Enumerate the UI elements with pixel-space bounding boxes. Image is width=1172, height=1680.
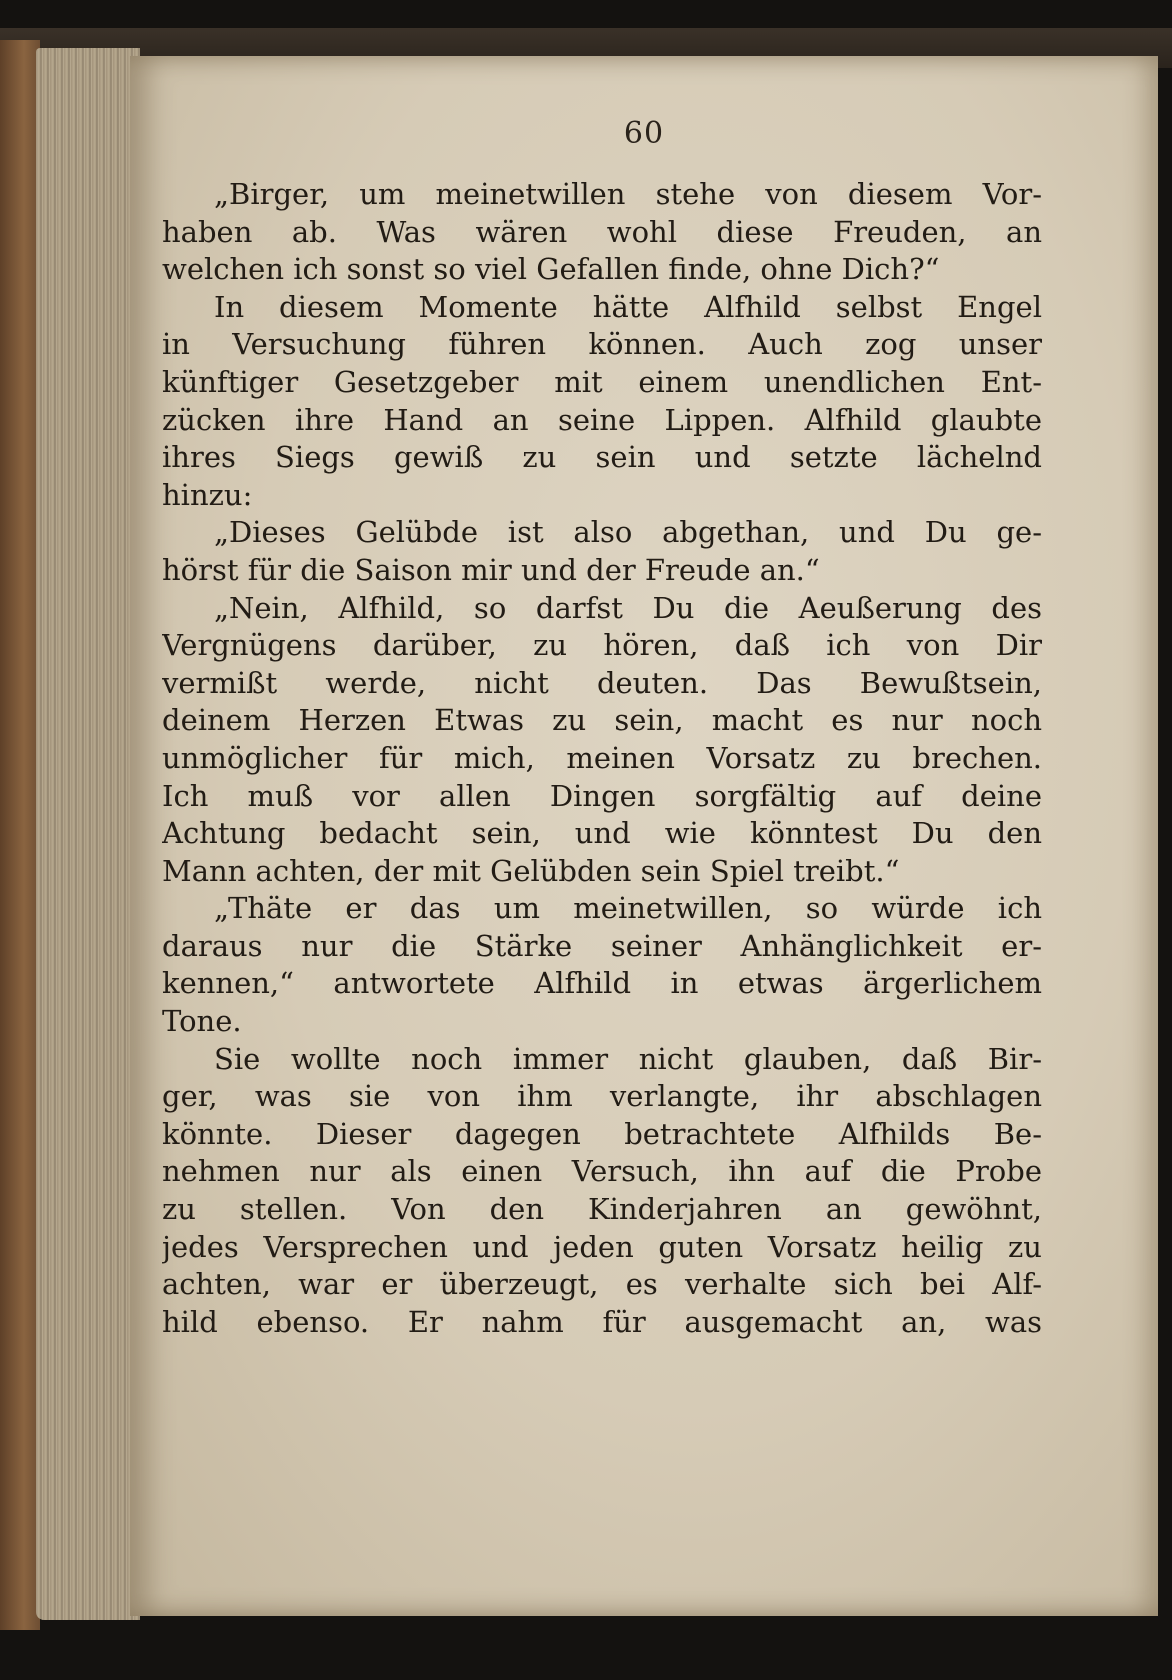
- text-line: haben ab. Was wären wohl diese Freuden, an: [162, 214, 1042, 249]
- text-line: vermißt werde, nicht deuten. Das Bewußtsein,: [162, 665, 1042, 700]
- text-line: zu stellen. Von den Kinderjahren an gewöhnt,: [162, 1192, 1042, 1227]
- text-line: künftiger Gesetzgeber mit einem unendlichen Ent-: [162, 364, 1042, 399]
- text-line: deinem Herzen Etwas zu sein, macht es nur noch: [162, 703, 1042, 738]
- text-line: „Dieses Gelübde ist also abgethan, und Du ge-: [214, 515, 1042, 550]
- text-line: ihres Siegs gewiß zu sein und setzte lächelnd: [162, 440, 1042, 475]
- text-line: welchen ich sonst so viel Gefallen finde, ohne Dich?“: [162, 252, 940, 287]
- text-line: kennen,“ antwortete Alfhild in etwas ärgerlichem: [162, 966, 1042, 1001]
- text-line: achten, war er überzeugt, es verhalte sich bei Alf-: [162, 1267, 1042, 1302]
- text-line: „Thäte er das um meinetwillen, so würde ich: [214, 891, 1042, 926]
- book-spine-cover: [0, 40, 40, 1630]
- text-line: Mann achten, der mit Gelübden sein Spiel treibt.“: [162, 853, 900, 888]
- text-line: „Birger, um meinetwillen stehe von diesem Vor-: [214, 177, 1042, 211]
- text-line: ger, was sie von ihm verlangte, ihr abschlagen: [162, 1079, 1042, 1114]
- text-line: zücken ihre Hand an seine Lippen. Alfhild glaubte: [162, 402, 1042, 437]
- text-line: jedes Versprechen und jeden guten Vorsatz heilig zu: [162, 1229, 1042, 1264]
- text-line: in Versuchung führen können. Auch zog unser: [162, 327, 1042, 362]
- text-line: Vergnügens darüber, zu hören, daß ich von Dir: [162, 628, 1042, 663]
- page-edges-stack: [36, 48, 140, 1620]
- text-line: hinzu:: [162, 477, 253, 512]
- text-line: könnte. Dieser dagegen betrachtete Alfhilds Be-: [162, 1116, 1042, 1151]
- body-text: [162, 176, 1042, 1341]
- text-line: „Nein, Alfhild, so darfst Du die Aeußerung des: [214, 590, 1042, 625]
- text-line: Achtung bedacht sein, und wie könntest Du den: [162, 816, 1042, 851]
- text-line: Tone.: [162, 1004, 242, 1039]
- text-line: hild ebenso. Er nahm für ausgemacht an, was: [162, 1304, 1042, 1339]
- text-line: daraus nur die Stärke seiner Anhänglichkeit er-: [162, 928, 1042, 963]
- text-line: Ich muß vor allen Dingen sorgfältig auf deine: [162, 778, 1042, 813]
- text-line: In diesem Momente hätte Alfhild selbst Engel: [214, 289, 1042, 324]
- text-line: Sie wollte noch immer nicht glauben, daß Bir-: [214, 1041, 1042, 1076]
- text-line: nehmen nur als einen Versuch, ihn auf die Probe: [162, 1154, 1042, 1189]
- text-line: hörst für die Saison mir und der Freude an.“: [162, 552, 820, 587]
- page-number: 60: [623, 116, 665, 151]
- text-line: unmöglicher für mich, meinen Vorsatz zu brechen.: [162, 740, 1042, 775]
